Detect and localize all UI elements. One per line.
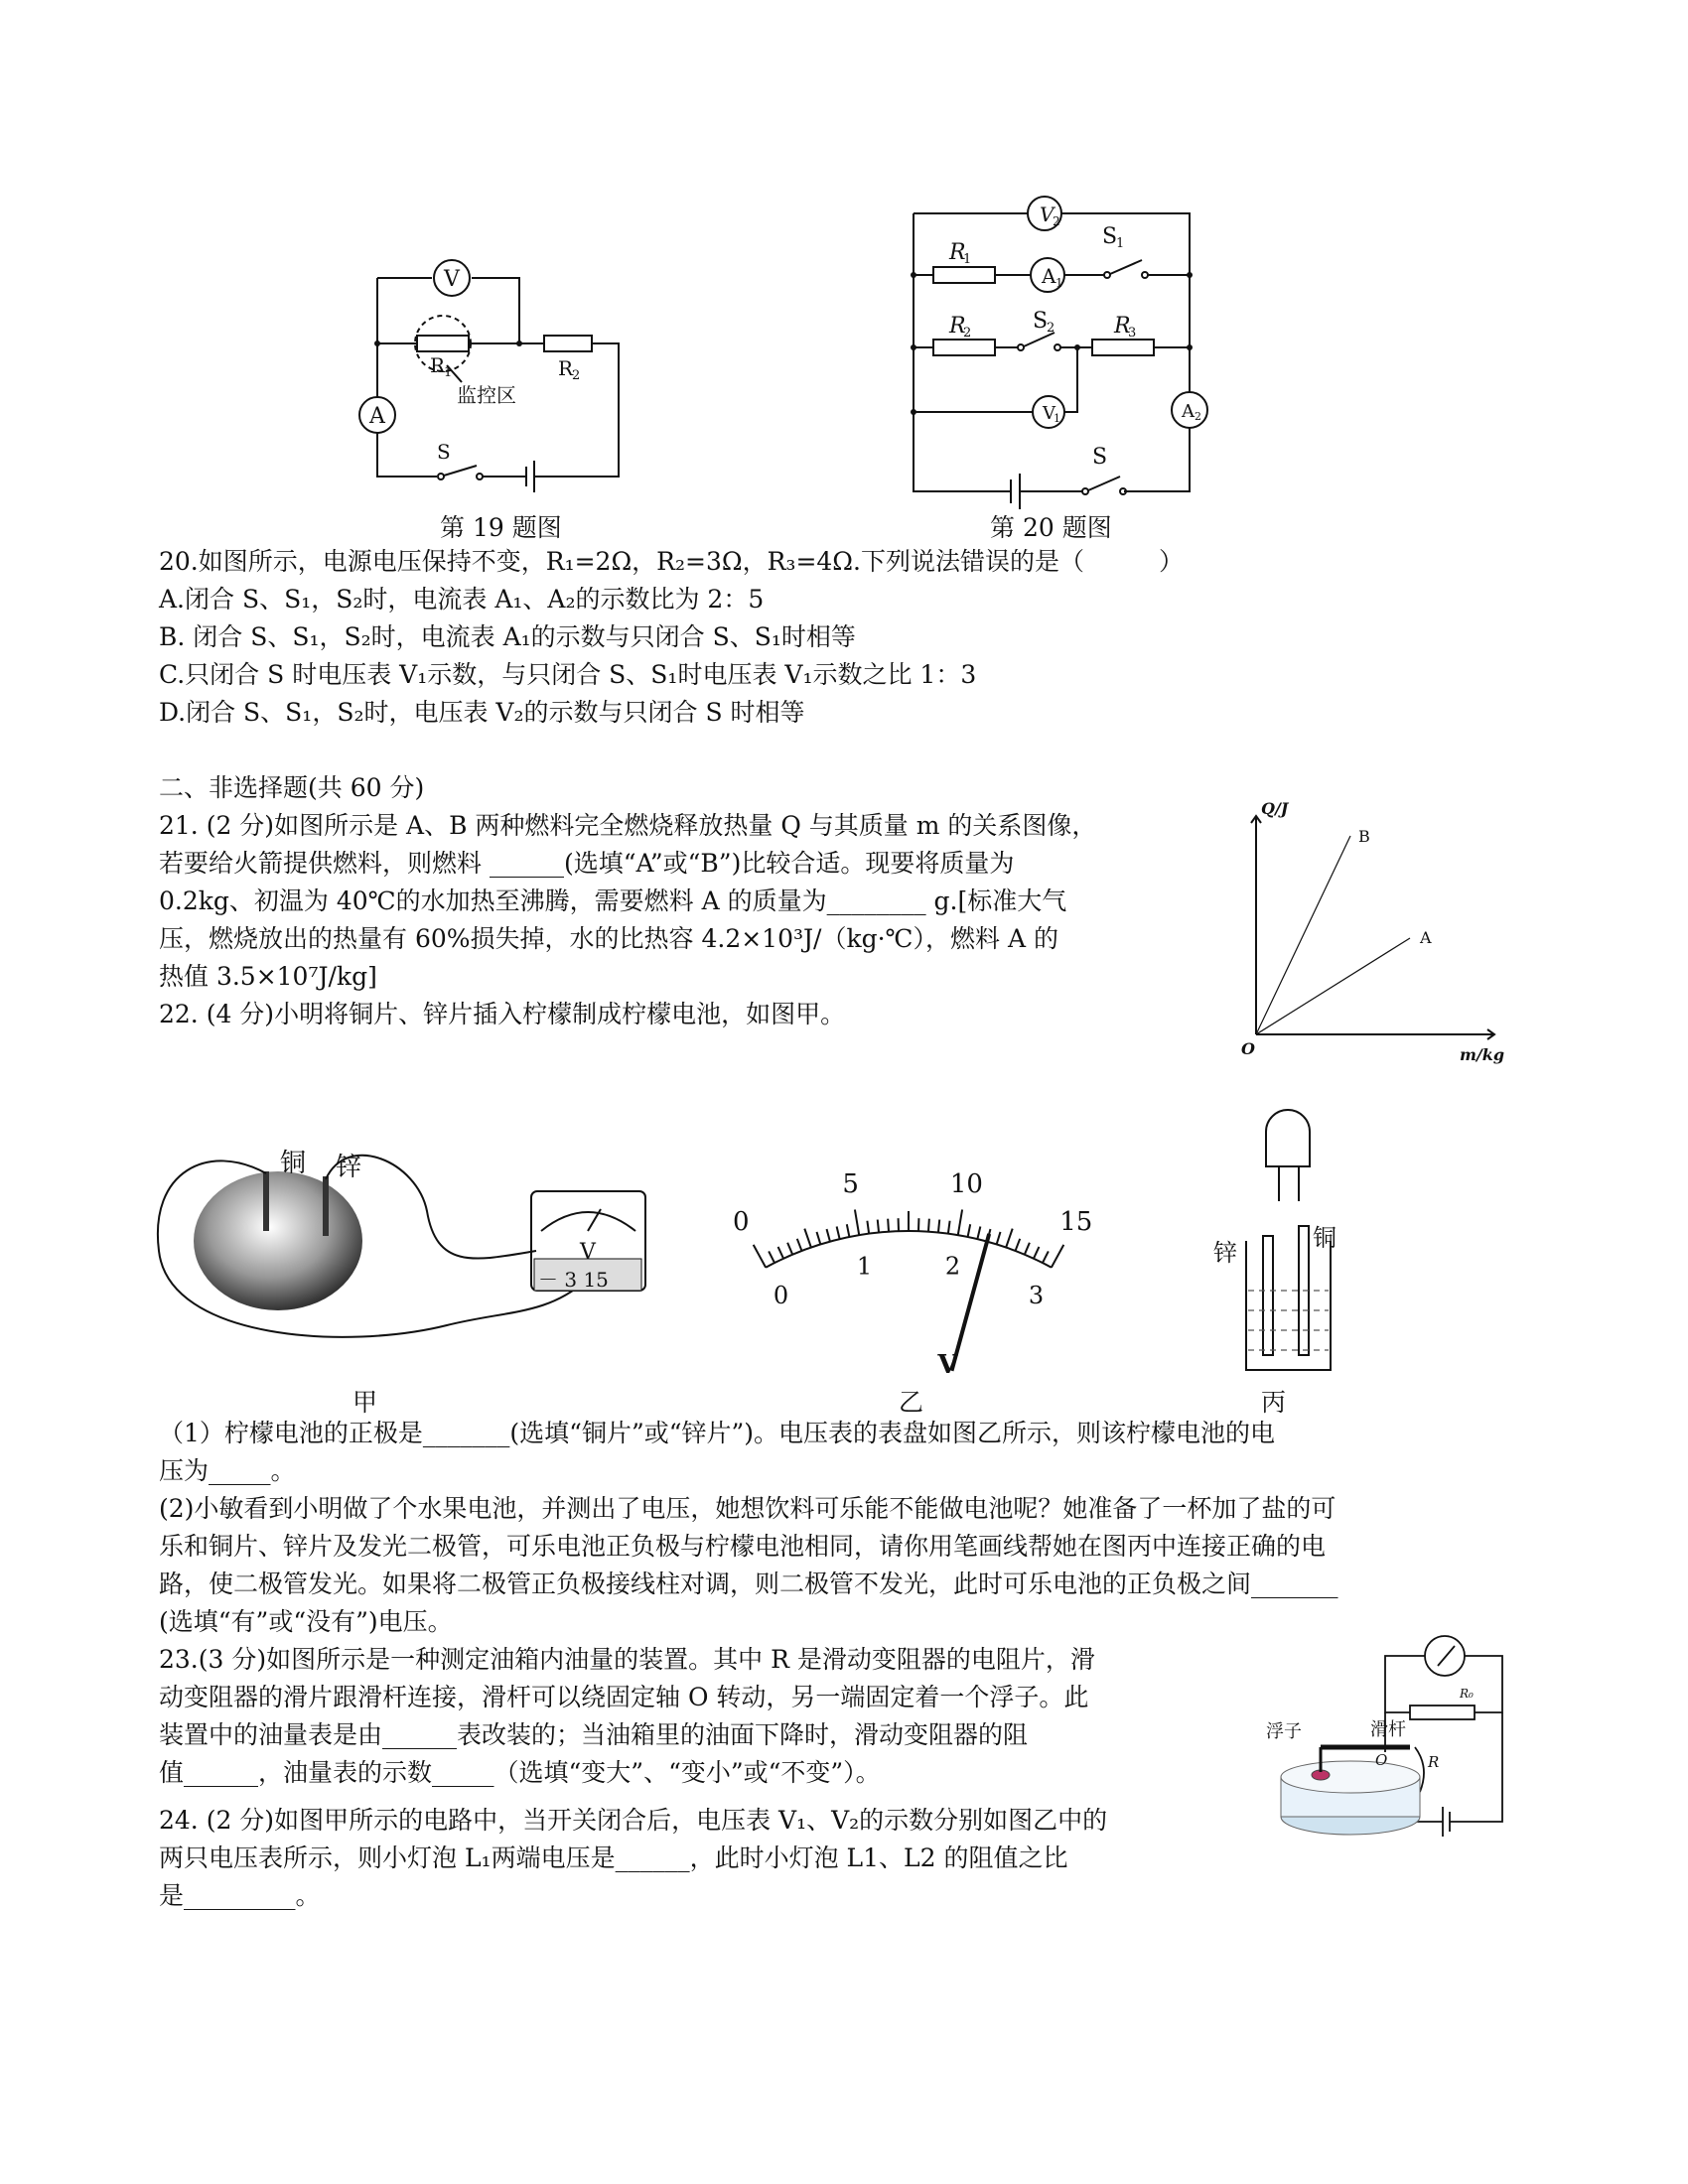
line-a-label: A — [1420, 928, 1432, 947]
q23-line3: 装置中的油量表是由______表改装的；当油箱里的油面下降时，滑动变阻器的阻 — [159, 1720, 1029, 1749]
dial-tick — [867, 1221, 869, 1234]
dial-tick — [847, 1224, 850, 1237]
q21-line3: 0.2kg、初温为 40℃的水加热至沸腾，需要燃料 A 的质量为________ g.[标准大气 — [159, 887, 1067, 915]
dial-inner-label: 0 — [773, 1281, 789, 1309]
meter-label: V — [580, 1240, 596, 1265]
q22-p1-line2: 压为_____。 — [159, 1456, 296, 1485]
a1-sub: 1 — [1055, 276, 1063, 290]
fig22-yi — [685, 1152, 1132, 1380]
r2-sub: 2 — [572, 368, 581, 383]
q20-stem: 20.如图所示，电源电压保持不变，R₁=2Ω，R₂=3Ω，R₃=4Ω.下列说法错误的是（ ） — [159, 547, 1184, 576]
zinc-label: 锌 — [1213, 1239, 1237, 1267]
dial-tick — [855, 1210, 859, 1236]
r3-label: R — [1114, 314, 1131, 339]
meter-dial — [685, 1152, 1132, 1380]
dial-tick — [797, 1239, 802, 1251]
figure-20-caption: 第 20 题图 — [990, 513, 1112, 542]
q22-p2-line1: (2)小敏看到小明做了个水果电池，并测出了电压，她想饮料可乐能不能做电池呢？她准备了一杯加了盐的可 — [159, 1494, 1336, 1523]
q21-line2: 若要给火箭提供燃料，则燃料 ______(选填“A”或“B”)比较合适。现要将质量为 — [159, 849, 1015, 878]
a1-label: A — [1042, 264, 1056, 288]
voltmeter-label: V — [444, 267, 460, 292]
figure-20 — [894, 194, 1231, 511]
copper-label: 铜 — [280, 1149, 307, 1178]
oil-meter-icon — [1425, 1636, 1465, 1676]
dial-tick — [804, 1229, 811, 1248]
dial-tick — [968, 1224, 971, 1237]
s1-sub: 1 — [1116, 236, 1125, 251]
dial-tick — [1034, 1247, 1039, 1259]
dial-inner-label: 3 — [1028, 1281, 1045, 1309]
fig23-oil-gauge — [1261, 1628, 1529, 1861]
q20-option-a: A.闭合 S、S₁，S₂时，电流表 A₁、A₂的示数比为 2：5 — [159, 585, 765, 614]
meter-terminals: － 3 15 — [538, 1268, 609, 1292]
circuit-19 — [338, 248, 655, 506]
switch-label: S — [437, 440, 451, 464]
r2-label: R — [949, 314, 966, 339]
fig22-bing — [1211, 1107, 1360, 1380]
dial-tick — [1052, 1245, 1063, 1268]
monitor-zone-label: 监控区 — [457, 383, 516, 407]
dial-outer-label: 10 — [949, 1168, 983, 1199]
s1-label: S — [1102, 224, 1118, 249]
dial-tick — [928, 1219, 929, 1232]
dial-tick — [888, 1219, 889, 1232]
graph-origin: O — [1241, 1039, 1255, 1058]
dial-tick — [827, 1229, 830, 1242]
q21-line1: 21. (2 分)如图所示是 A、B 两种燃料完全燃烧释放热量 Q 与其质量 m 的关系图像， — [159, 811, 1097, 840]
dial-tick — [948, 1221, 950, 1234]
zinc-plate — [323, 1176, 329, 1236]
s2-label: S — [1033, 309, 1049, 334]
s2-sub: 2 — [1047, 321, 1055, 336]
q22-p1-line1: （1）柠檬电池的正极是_______(选填“铜片”或“锌片”)。电压表的表盘如图乙所示，则该柠檬电池的电 — [159, 1419, 1276, 1447]
v2-label: V — [1040, 203, 1055, 226]
r1-label: R — [430, 353, 446, 377]
zinc-label: 锌 — [336, 1153, 362, 1182]
circuit-20 — [894, 194, 1231, 511]
dial-tick — [997, 1232, 1001, 1244]
q22-p2-line2: 乐和铜片、锌片及发光二极管，可乐电池正负极与柠檬电池相同，请你用笔画线帮她在图丙中连接正确的电 — [159, 1532, 1327, 1561]
v1-sub: 1 — [1054, 412, 1060, 425]
r1-sub: 1 — [963, 252, 972, 267]
s-label: S — [1092, 445, 1108, 470]
q21-line4: 压，燃烧放出的热量有 60%损失掉，水的比热容 4.2×10³J/（kg·℃），燃料 A 的 — [159, 924, 1058, 953]
fig22-jia-caption: 甲 — [352, 1388, 378, 1417]
r0-label: R₀ — [1460, 1687, 1474, 1701]
dial-unit: V — [937, 1349, 958, 1380]
q23-line2: 动变阻器的滑片跟滑杆连接，滑杆可以绕固定轴 O 转动，另一端固定着一个浮子。此 — [159, 1683, 1089, 1711]
figure-19 — [338, 248, 655, 506]
dial-inner-label: 1 — [856, 1252, 873, 1281]
r3-sub: 3 — [1128, 326, 1137, 341]
copper-plate — [263, 1171, 269, 1231]
led-icon — [1266, 1110, 1310, 1166]
v2-sub: 2 — [1053, 214, 1060, 228]
r1-label: R — [949, 240, 966, 265]
dial-tick — [778, 1247, 783, 1259]
q21-graph — [1221, 794, 1519, 1072]
q23-line1: 23.(3 分)如图所示是一种测定油箱内油量的装置。其中 R 是滑动变阻器的电阻片，滑 — [159, 1645, 1095, 1674]
fig22-yi-caption: 乙 — [899, 1388, 924, 1417]
dial-outer-label: 5 — [842, 1168, 859, 1199]
r2-sub: 2 — [963, 326, 972, 341]
dial-outer-label: 15 — [1059, 1207, 1093, 1238]
dial-tick — [1016, 1239, 1021, 1251]
q24-line1: 24. (2 分)如图甲所示的电路中，当开关闭合后，电压表 V₁、V₂的示数分别如图乙中的 — [159, 1806, 1108, 1835]
dial-inner-label: 2 — [944, 1252, 961, 1281]
q20-option-d: D.闭合 S、S₁，S₂时，电压表 V₂的示数与只闭合 S 时相等 — [159, 698, 805, 727]
dial-tick — [878, 1220, 879, 1233]
graph-ylabel: Q/J — [1261, 799, 1289, 818]
q22-line1: 22. (4 分)小明将铜片、锌片插入柠檬制成柠檬电池，如图甲。 — [159, 1000, 846, 1028]
figure-19-caption: 第 19 题图 — [440, 513, 562, 542]
a2-sub: 2 — [1195, 410, 1201, 423]
q22-p2-line4: (选填“有”或“没有”)电压。 — [159, 1607, 453, 1636]
float-label: 浮子 — [1266, 1721, 1302, 1742]
q24-line3: 是_________。 — [159, 1881, 321, 1910]
r2-label: R — [558, 356, 574, 380]
dial-outer-label: 0 — [732, 1207, 750, 1238]
dial-tick — [787, 1243, 792, 1255]
dial-tick — [977, 1226, 980, 1239]
r1-sub: 1 — [444, 365, 453, 380]
dial-tick — [754, 1245, 766, 1268]
fig22-jia — [149, 1102, 665, 1370]
a2-label: A — [1182, 401, 1195, 422]
graph-xlabel: m/kg — [1460, 1045, 1505, 1064]
copper-label: 铜 — [1313, 1224, 1336, 1252]
v1-label: V — [1043, 403, 1055, 424]
dial-tick — [958, 1210, 962, 1236]
line-b-label: B — [1358, 827, 1370, 846]
fig22-bing-caption: 丙 — [1261, 1388, 1287, 1417]
dial-tick — [769, 1251, 774, 1263]
q21-line5: 热值 3.5×10⁷J/kg] — [159, 962, 377, 991]
q22-p2-line3: 路，使二极管发光。如果将二极管正负极接线柱对调，则二极管不发光，此时可乐电池的正负极之间_______ — [159, 1570, 1338, 1598]
dial-tick — [938, 1220, 939, 1233]
q23-line4: 值______，油量表的示数_____（选填“变大”、“变小”或“不变”）。 — [159, 1758, 881, 1787]
dial-arc — [766, 1231, 1052, 1268]
dial-tick — [837, 1226, 840, 1239]
q20-option-b: B. 闭合 S、S₁，S₂时，电流表 A₁的示数与只闭合 S、S₁时相等 — [159, 622, 856, 651]
rheostat-label: R — [1428, 1753, 1440, 1771]
resistor-r1 — [417, 336, 469, 351]
dial-tick — [1006, 1229, 1013, 1248]
section-2-heading: 二、非选择题(共 60 分) — [159, 773, 425, 802]
pivot-label: O — [1375, 1751, 1388, 1769]
ammeter-label: A — [369, 404, 385, 429]
dial-tick — [1043, 1251, 1049, 1263]
lemon — [194, 1171, 362, 1310]
dial-tick — [1025, 1243, 1030, 1255]
q24-line2: 两只电压表所示，则小灯泡 L₁两端电压是______，此时小灯泡 L1、L2 的阻值之比 — [159, 1843, 1068, 1872]
rod-label: 滑杆 — [1370, 1719, 1406, 1740]
dial-tick — [817, 1232, 821, 1244]
q20-option-c: C.只闭合 S 时电压表 V₁示数，与只闭合 S、S₁时电压表 V₁示数之比 1：3 — [159, 660, 977, 689]
resistor-r2 — [544, 336, 592, 351]
